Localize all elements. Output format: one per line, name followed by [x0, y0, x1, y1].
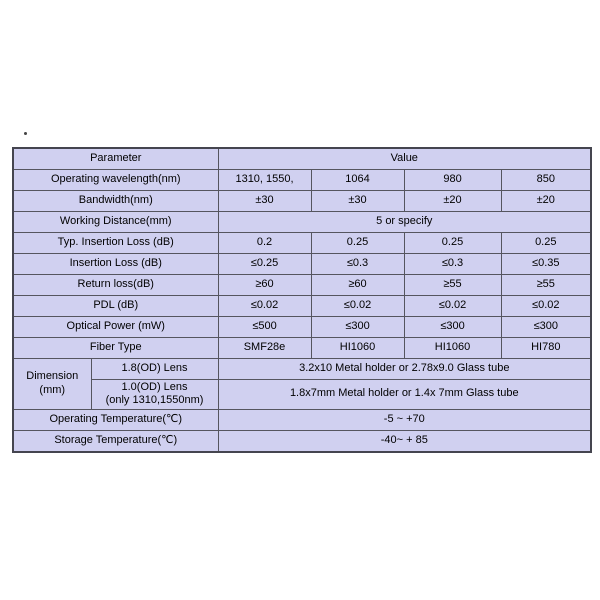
value-cell-span: 3.2x10 Metal holder or 2.78x9.0 Glass tube	[218, 358, 591, 379]
value-cell: ≥55	[404, 274, 501, 295]
row-bandwidth	[13, 190, 591, 211]
row-working-distance	[13, 211, 591, 232]
value-cell-span: -5 ~ +70	[218, 410, 591, 431]
row-operating-temperature	[13, 410, 591, 431]
value-cell: ≤0.02	[404, 295, 501, 316]
param-label: Return loss(dB)	[13, 274, 218, 295]
value-cell-span: -40~ + 85	[218, 431, 591, 452]
value-cell: ≤0.02	[218, 295, 311, 316]
value-cell: ≥60	[218, 274, 311, 295]
param-label: Fiber Type	[13, 337, 218, 358]
param-label: Optical Power (mW)	[13, 316, 218, 337]
value-cell: 850	[501, 169, 591, 190]
value-cell: ±20	[501, 190, 591, 211]
row-optical-power	[13, 316, 591, 337]
value-cell: ≥55	[501, 274, 591, 295]
spec-table	[12, 147, 592, 453]
value-cell: ≤0.3	[311, 253, 404, 274]
row-insertion-loss	[13, 253, 591, 274]
value-cell: ≤300	[501, 316, 591, 337]
param-label: Operating wavelength(nm)	[13, 169, 218, 190]
value-cell: 1310, 1550,	[218, 169, 311, 190]
stray-mark	[24, 132, 27, 135]
header-parameter: Parameter	[13, 148, 218, 169]
param-label: PDL (dB)	[13, 295, 218, 316]
value-cell: ±30	[311, 190, 404, 211]
value-cell: ≤300	[404, 316, 501, 337]
value-cell: 0.25	[501, 232, 591, 253]
value-cell: ≤0.02	[311, 295, 404, 316]
value-cell: ≤0.02	[501, 295, 591, 316]
lens-label: 1.8(OD) Lens	[91, 358, 218, 379]
value-cell: ≥60	[311, 274, 404, 295]
value-cell: ≤0.3	[404, 253, 501, 274]
value-cell: ±20	[404, 190, 501, 211]
value-cell: 0.2	[218, 232, 311, 253]
value-cell-span: 5 or specify	[218, 211, 591, 232]
value-cell: SMF28e	[218, 337, 311, 358]
lens-label-line1: 1.0(OD) Lens	[121, 380, 188, 393]
value-cell: 0.25	[311, 232, 404, 253]
value-cell: ≤0.35	[501, 253, 591, 274]
row-fiber-type	[13, 337, 591, 358]
param-label: Working Distance(mm)	[13, 211, 218, 232]
lens-label	[91, 379, 218, 410]
row-dimension-2	[13, 379, 591, 410]
value-cell-span: 1.8x7mm Metal holder or 1.4x 7mm Glass tube	[218, 379, 591, 410]
row-pdl	[13, 295, 591, 316]
param-label: Bandwidth(nm)	[13, 190, 218, 211]
lens-label-line2: (only 1310,1550nm)	[105, 394, 204, 407]
value-cell: 0.25	[404, 232, 501, 253]
row-dimension-1	[13, 358, 591, 379]
param-label: Storage Temperature(℃)	[13, 431, 218, 452]
value-cell: ≤0.25	[218, 253, 311, 274]
value-cell: HI1060	[311, 337, 404, 358]
dimension-label: Dimension (mm)	[13, 358, 91, 410]
param-label: Operating Temperature(℃)	[13, 410, 218, 431]
value-cell: ≤300	[311, 316, 404, 337]
param-label: Insertion Loss (dB)	[13, 253, 218, 274]
value-cell: ≤500	[218, 316, 311, 337]
header-row	[13, 148, 591, 169]
value-cell: 1064	[311, 169, 404, 190]
row-storage-temperature	[13, 431, 591, 452]
header-value: Value	[218, 148, 591, 169]
value-cell: ±30	[218, 190, 311, 211]
row-typ-insertion-loss	[13, 232, 591, 253]
param-label: Typ. Insertion Loss (dB)	[13, 232, 218, 253]
value-cell: HI1060	[404, 337, 501, 358]
value-cell: HI780	[501, 337, 591, 358]
value-cell: 980	[404, 169, 501, 190]
row-operating-wavelength	[13, 169, 591, 190]
row-return-loss	[13, 274, 591, 295]
